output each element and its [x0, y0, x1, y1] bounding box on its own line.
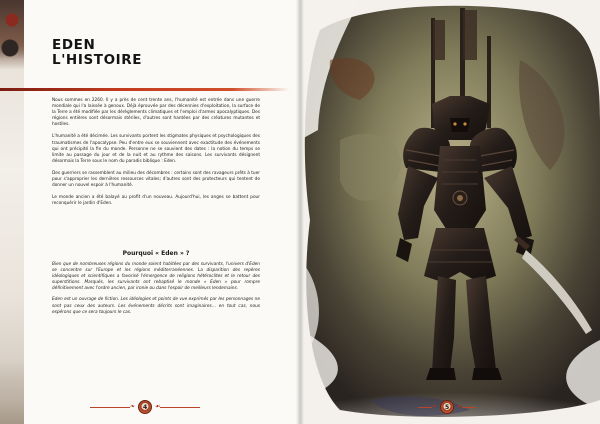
page-number-badge	[440, 400, 454, 414]
body-paragraph: Le monde ancien a été balayé au profit d'un nouveau. Aujourd'hui, les anges se battent pour reconquérir le jardin d'Eden.	[52, 195, 260, 207]
box-paragraph: Bien que de nombreuses régions du monde soient habitées par des survivants, l'univers d'Eden se concentre sur l'Europe et les régions méditerranéennes. La disparition des repères idéologiques et scientifiques a favorisé l'émergence de religions hétéroclites et le retour des superstitions. Marqués, les survivants ont rebaptisé le monde « Eden » pour rompre définitivement avec l'ordre ancien, par ironie ou dans l'espoir de meilleurs lendemains.	[52, 262, 260, 292]
page-number-rule	[462, 407, 476, 408]
right-page	[300, 0, 600, 424]
page-number-rule	[418, 407, 432, 408]
page-number-bar-left	[90, 402, 200, 412]
flourish-icon: ☙	[155, 403, 161, 410]
sidebar-box-title: Pourquoi « Eden » ?	[122, 250, 190, 257]
page-number: 5	[444, 403, 450, 411]
page-number-badge	[138, 400, 152, 414]
header-red-rule	[0, 88, 290, 91]
page-number-rule	[90, 407, 130, 408]
heading-line-2: L'HISTOIRE	[52, 52, 143, 68]
body-text	[52, 98, 260, 213]
flourish-icon: ❧	[130, 403, 136, 410]
warrior-illustration	[300, 0, 600, 424]
body-paragraph: Des guerriers se rassemblent au milieu des décombres : certains sont des ravageurs prêts à tuer pour s'approprier les dernières ressources vitales; d'autres sont des protecteurs qui tentent de donner un nouvel espoir à l'humanité.	[52, 170, 260, 189]
page-heading	[52, 38, 252, 68]
flourish-icon: ☙	[457, 403, 463, 410]
margin-art-strip	[0, 0, 24, 424]
flourish-icon: ❧	[432, 403, 438, 410]
book-gutter-shadow	[296, 0, 304, 424]
page-number-rule	[160, 407, 200, 408]
page-number: 4	[142, 403, 148, 411]
box-paragraph: Eden est un ouvrage de fiction. Les idéologies et points de vue exprimés par les personnages ne sont pas ceux des auteurs. Les événements décrits sont imaginaires… en tout cas, nous espérons que ce sera toujours le cas.	[52, 297, 260, 315]
heading-line-1: EDEN	[52, 37, 96, 53]
page-number-bar-right	[418, 402, 476, 412]
body-paragraph: L'humanité a été décimée. Les survivants portent les stigmates physiques et psychologiques des traumatismes de l'apocalypse. Peu d'entre eux se souviennent avec exactitude des événements qui ont précipité la fin du monde. Personne ne se souvient des dates : la notion du temps se limite au passage du jour et de la nuit et au rythme des saisons. Les survivants désignent désormais la Terre sous le nom du paradis biblique : Eden.	[52, 134, 260, 164]
sidebar-box-text	[52, 262, 260, 321]
body-paragraph: Nous sommes en 2260. Il y a près de cent trente ans, l'humanité est entrée dans une guerre mondiale qui l'a laissée à genoux. Déjà éprouvée par des décennies d'exploitation, la surface de la Terre a été modifiée par les dérèglements climatiques et l'emploi d'armes apocalyptiques. Des régions entières sont désormais stériles, d'autres sont hantées par des créatures mutantes et hostiles.	[52, 98, 260, 128]
